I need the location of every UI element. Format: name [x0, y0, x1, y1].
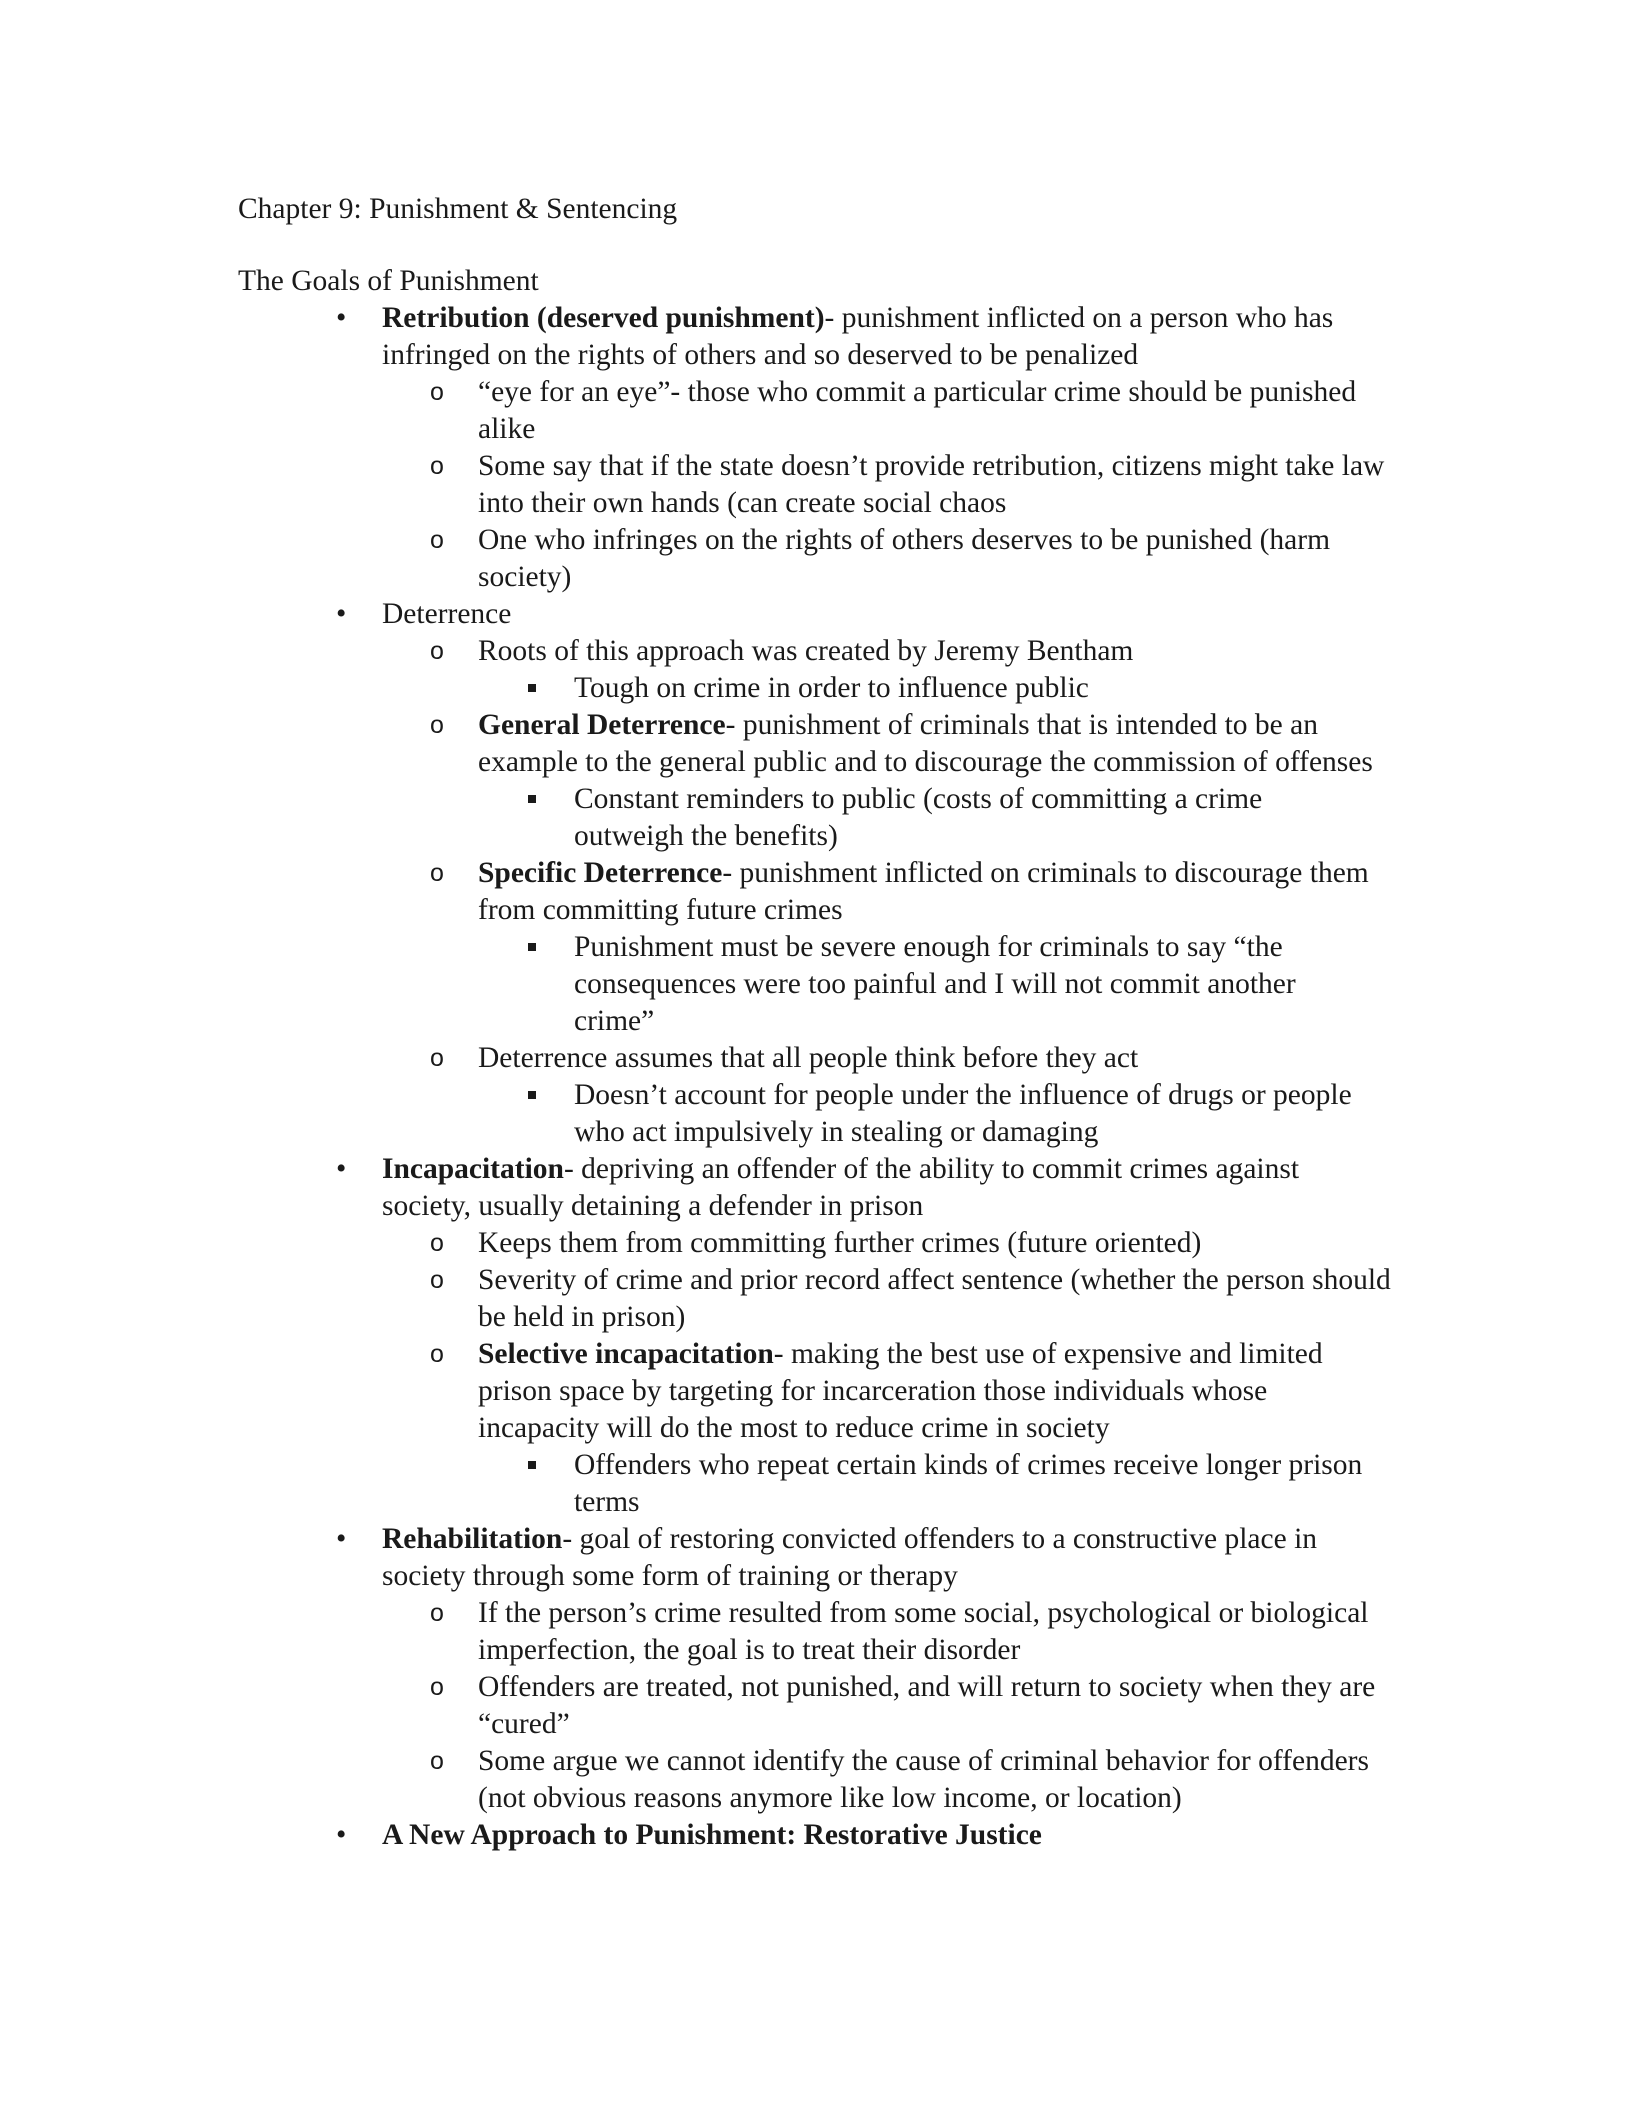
list-item [430, 1262, 1393, 1336]
list-item-text: If the person’s crime resulted from some social, psychological or biological imperfection, the goal is to treat their disorder [478, 1597, 1369, 1666]
circle-bullet-icon: o [430, 1044, 444, 1072]
circle-bullet-icon: o [430, 1673, 444, 1701]
term-incapacitation: Incapacitation [382, 1153, 564, 1185]
term-deterrence: Deterrence [382, 598, 512, 630]
list-item [574, 1077, 1364, 1151]
list-item-selective-incapacitation [430, 1336, 1393, 1447]
circle-bullet-icon: o [430, 1266, 444, 1294]
term-general-deterrence: General Deterrence [478, 709, 726, 741]
square-bullet-icon [528, 670, 536, 707]
list-item [430, 1743, 1393, 1817]
definition-general-deterrence: - punishment of criminals that is intended to be an example to the general public and to discourage the commission of offenses [478, 709, 1373, 778]
list-item [430, 1040, 1393, 1077]
list-item-text: Punishment must be severe enough for criminals to say “the consequences were too painful and I will not commit another crime” [574, 931, 1296, 1037]
list-item [430, 1225, 1393, 1262]
bullet-icon: • [336, 302, 347, 334]
heading-restorative-justice: A New Approach to Punishment: Restorative Justice [382, 1819, 1042, 1851]
definition-retribution: - punishment inflicted on a person who has infringed on the rights of others and so deserved to be penalized [382, 302, 1334, 371]
term-rehabilitation: Rehabilitation [382, 1523, 563, 1555]
list-item-text: Some argue we cannot identify the cause of criminal behavior for offenders (not obvious reasons anymore like low income, or location) [478, 1745, 1369, 1814]
list-item [574, 1447, 1364, 1521]
list-item-text: Severity of crime and prior record affect sentence (whether the person should be held in prison) [478, 1264, 1391, 1333]
definition-specific-deterrence: - punishment inflicted on criminals to discourage them from committing future crimes [478, 857, 1369, 926]
bullet-icon: • [336, 598, 347, 630]
list-item [430, 633, 1393, 670]
circle-bullet-icon: o [430, 1340, 444, 1368]
list-item [574, 929, 1364, 1040]
list-item [430, 448, 1393, 522]
term-specific-deterrence: Specific Deterrence [478, 857, 723, 889]
circle-bullet-icon: o [430, 711, 444, 739]
square-bullet-icon [528, 1077, 536, 1114]
square-bullet-icon [528, 1447, 536, 1484]
bullet-icon: • [336, 1153, 347, 1185]
list-item [430, 374, 1393, 448]
circle-bullet-icon: o [430, 1229, 444, 1257]
definition-incapacitation: - depriving an offender of the ability to commit crimes against society, usually detaining a defender in prison [382, 1153, 1300, 1222]
list-item-text: Doesn’t account for people under the influence of drugs or people who act impulsively in stealing or damaging [574, 1079, 1352, 1148]
page-title: Chapter 9: Punishment & Sentencing [238, 193, 678, 225]
list-item-general-deterrence [430, 707, 1393, 781]
list-item-text: One who infringes on the rights of others deserves to be punished (harm society) [478, 524, 1331, 593]
list-item-rehabilitation [336, 1521, 1387, 1595]
list-item-text: Constant reminders to public (costs of committing a crime outweigh the benefits) [574, 783, 1263, 852]
circle-bullet-icon: o [430, 1599, 444, 1627]
square-bullet-icon [528, 929, 536, 966]
list-item [430, 1669, 1393, 1743]
circle-bullet-icon: o [430, 378, 444, 406]
section-heading: The Goals of Punishment [238, 265, 539, 297]
circle-bullet-icon: o [430, 452, 444, 480]
term-selective-incapacitation: Selective incapacitation [478, 1338, 774, 1370]
list-item-retribution [336, 300, 1387, 374]
list-item [430, 1595, 1393, 1669]
bullet-icon: • [336, 1523, 347, 1555]
circle-bullet-icon: o [430, 1747, 444, 1775]
list-item [574, 781, 1364, 855]
list-item-text: Tough on crime in order to influence public [574, 672, 1089, 704]
definition-rehabilitation: - goal of restoring convicted offenders to a constructive place in society through some form of training or therapy [382, 1523, 1318, 1592]
list-item-deterrence [336, 596, 1387, 633]
list-item-text: Deterrence assumes that all people think before they act [478, 1042, 1139, 1074]
list-item-restorative-justice [336, 1817, 1387, 1854]
list-item-text: Keeps them from committing further crimes (future oriented) [478, 1227, 1202, 1259]
list-item-text: Offenders are treated, not punished, and will return to society when they are “cured” [478, 1671, 1376, 1740]
term-retribution: Retribution (deserved punishment) [382, 302, 825, 334]
list-item-text: Roots of this approach was created by Jeremy Bentham [478, 635, 1134, 667]
square-bullet-icon [528, 781, 536, 818]
list-item [574, 670, 1364, 707]
definition-selective-incapacitation: - making the best use of expensive and limited prison space by targeting for incarceration those individuals whose incapacity will do the most to reduce crime in society [478, 1338, 1323, 1444]
list-item [430, 522, 1393, 596]
outline-list [0, 300, 1640, 1854]
circle-bullet-icon: o [430, 859, 444, 887]
bullet-icon: • [336, 1819, 347, 1851]
list-item-text: “eye for an eye”- those who commit a particular crime should be punished alike [478, 376, 1357, 445]
circle-bullet-icon: o [430, 637, 444, 665]
list-item-text: Some say that if the state doesn’t provide retribution, citizens might take law into their own hands (can create social chaos [478, 450, 1385, 519]
list-item-incapacitation [336, 1151, 1387, 1225]
list-item-text: Offenders who repeat certain kinds of crimes receive longer prison terms [574, 1449, 1363, 1518]
circle-bullet-icon: o [430, 526, 444, 554]
list-item-specific-deterrence [430, 855, 1393, 929]
